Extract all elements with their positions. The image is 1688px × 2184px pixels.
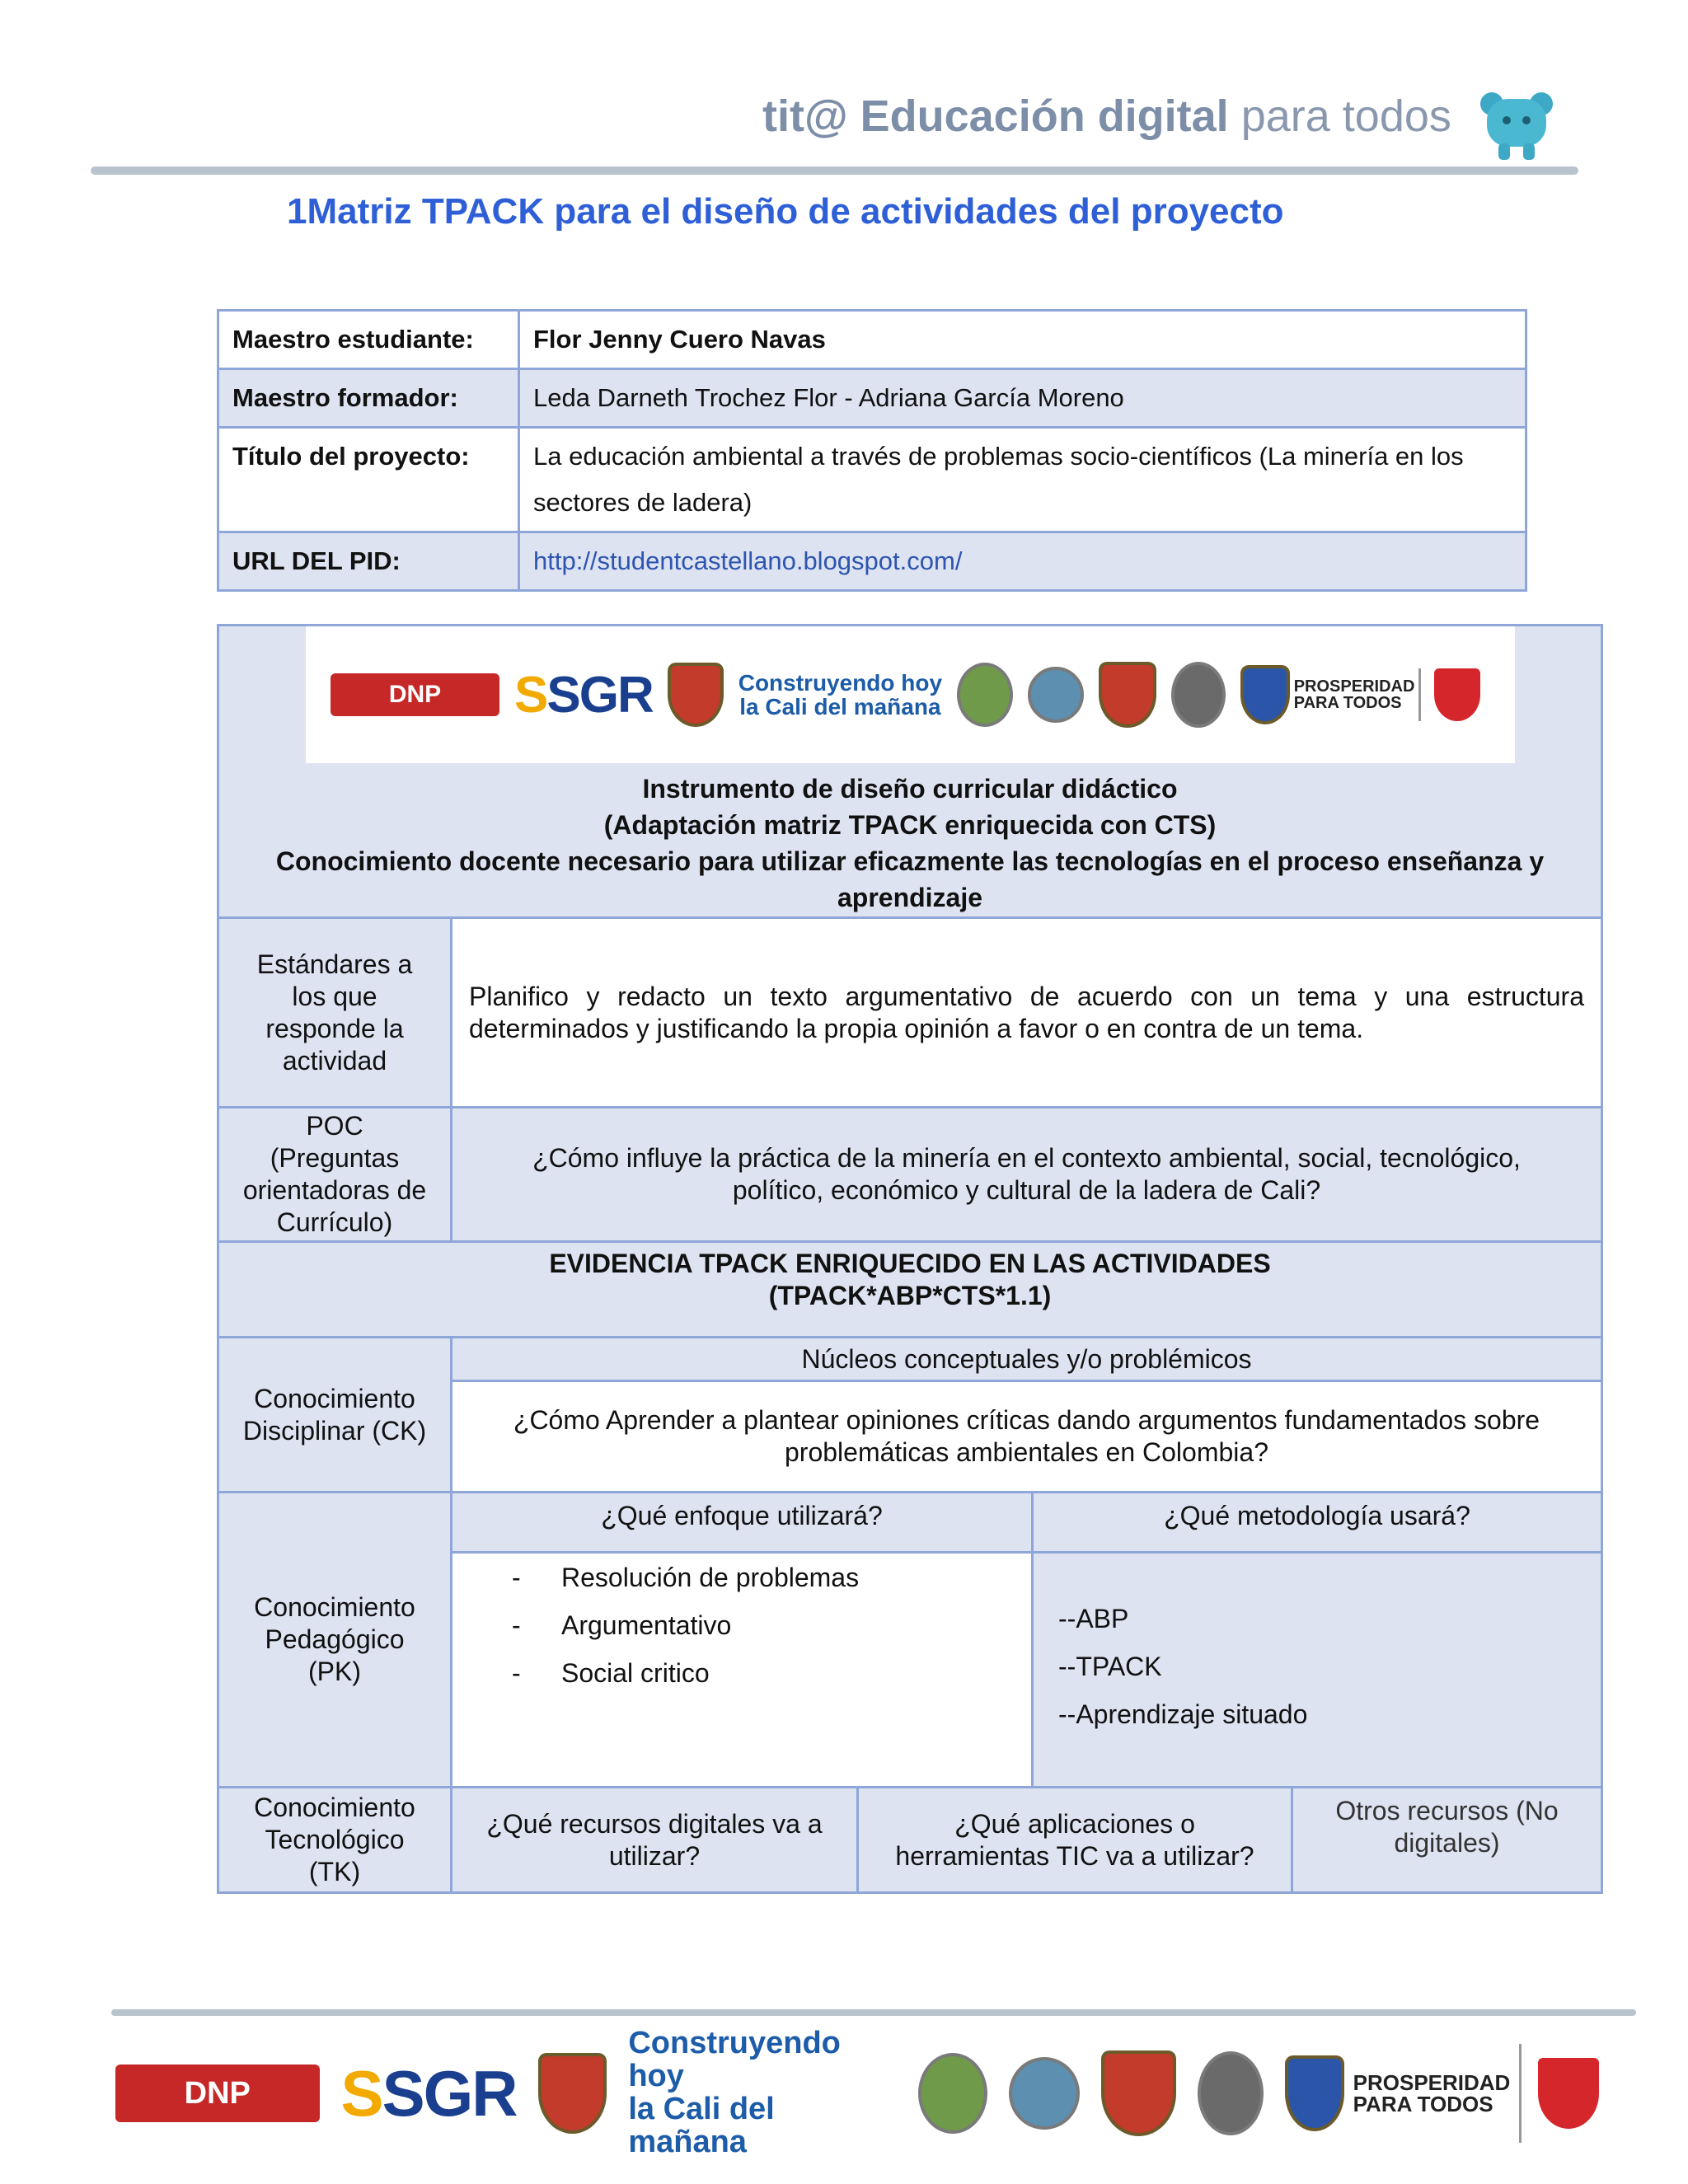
mascot-icon <box>1475 89 1558 163</box>
santiago-cali-seal <box>668 663 724 727</box>
cali-logo-line1: Construyendo hoy <box>738 669 943 696</box>
dnp-logo-text: DNP <box>388 681 442 708</box>
list-item: - -TPACK <box>1048 1643 1307 1690</box>
brand-bold: tit@ Educación digital <box>762 91 1229 141</box>
sgr-logo-text: SGR <box>382 2056 517 2130</box>
dnp-logo-text: DNP <box>184 2075 251 2111</box>
dnp-logo <box>331 673 499 716</box>
estandares-label: Estándares a los que responde la actividad <box>256 949 413 1076</box>
sgr-logo: S SGR <box>514 666 653 724</box>
poc-label-cell <box>217 1106 452 1243</box>
tk-label-cell <box>217 1786 452 1894</box>
brand-light: para todos <box>1240 91 1451 141</box>
footer-rule <box>111 2009 1636 2016</box>
evidencia-line-2: (TPACK*ABP*CTS*1.1) <box>768 1281 1052 1310</box>
prosperidad-logo <box>1293 677 1415 712</box>
enfoque-list <box>502 1554 859 1697</box>
univalle-shield-icon <box>1538 2058 1599 2129</box>
ck-label: Conocimiento Disciplinar (CK) <box>242 1383 427 1446</box>
santiago-cali-seal <box>538 2053 607 2134</box>
page-title: 1Matriz TPACK para el diseño de actividades del proyecto <box>287 191 1284 232</box>
instrument-line-2: (Adaptación matriz TPACK enriquecida con CTS) <box>603 810 1217 840</box>
header-rule <box>91 166 1578 175</box>
municipal-shield <box>1101 2050 1176 2136</box>
yumbo-shield <box>1285 2055 1344 2131</box>
valle-seal <box>957 663 1013 727</box>
info-value: La educación ambiental a través de problemas socio-científicos (La minería en los sectores de ladera) <box>519 428 1526 532</box>
eagle-seal <box>1171 662 1226 728</box>
poc-label-1: POC <box>306 1111 363 1141</box>
prosperidad-logo <box>1353 2070 1511 2116</box>
metodologia-list-cell <box>1031 1551 1603 1788</box>
poc-label-2: (Preguntas orientadoras de Currículo) <box>242 1143 427 1237</box>
info-row <box>218 428 1526 532</box>
pid-url-link[interactable]: http://studentcastellano.blogspot.com/ <box>519 532 1526 591</box>
footer-logos <box>115 2026 1599 2159</box>
enfoque-question: ¿Qué enfoque utilizará? <box>601 1501 883 1530</box>
municipal-shield <box>1099 662 1156 728</box>
univalle-logo <box>1519 2044 1599 2143</box>
list-item: - Social critico <box>502 1649 859 1697</box>
metodologia-question: ¿Qué metodología usará? <box>1164 1501 1470 1530</box>
otros-question: Otros recursos (No digitales) <box>1335 1796 1559 1858</box>
info-key: Maestro formador: <box>218 369 519 428</box>
ck-label-cell <box>217 1336 452 1493</box>
aplicaciones-question-cell <box>856 1786 1293 1894</box>
dnp-logo <box>115 2064 320 2122</box>
ck-text: ¿Cómo Aprender a plantear opiniones críticas dando argumentos fundamentados sobre problemáticas ambientales en Colombia? <box>513 1405 1540 1467</box>
sgr-logo: S SGR <box>340 2056 517 2130</box>
info-value: Flor Jenny Cuero Navas <box>519 311 1526 369</box>
info-value: Leda Darneth Trochez Flor - Adriana García Moreno <box>519 369 1526 428</box>
enfoque-list-cell <box>450 1551 1034 1788</box>
list-item: - Resolución de problemas <box>502 1554 859 1601</box>
info-key: URL DEL PID: <box>218 532 519 591</box>
project-info-table <box>217 309 1527 592</box>
cali-logo-line2: la Cali del mañana <box>739 694 941 719</box>
estandares-text: Planifico y redacto un texto argumentativo de acuerdo con un tema y una estructura determinados y justificando la propia opinión a favor o en contra de un tema. <box>469 981 1584 1043</box>
cali-logo <box>628 2027 897 2159</box>
prosperidad-text: PROSPERIDAD PARA TODOS <box>1293 677 1415 712</box>
list-item: - -ABP <box>1048 1595 1307 1643</box>
recursos-question: ¿Qué recursos digitales va a utilizar? <box>486 1808 823 1871</box>
univalle-logo <box>1418 668 1480 721</box>
sgr-logo-text: SGR <box>546 666 653 724</box>
list-item: - -Aprendizaje situado <box>1048 1690 1307 1738</box>
evidencia-heading-cell <box>217 1240 1603 1338</box>
pk-label: Conocimiento Pedagógico (PK) <box>254 1592 415 1686</box>
eagle-seal <box>1198 2051 1264 2135</box>
estandares-text-cell <box>450 916 1603 1108</box>
enfoque-question-cell <box>450 1491 1034 1554</box>
list-item: - Argumentativo <box>502 1601 859 1649</box>
recursos-question-cell <box>450 1786 859 1894</box>
estandares-label-cell <box>217 916 452 1108</box>
tk-label: Conocimiento Tecnológico (TK) <box>254 1793 415 1886</box>
cali-logo <box>738 671 942 719</box>
info-row <box>218 532 1526 591</box>
pk-label-cell <box>217 1491 452 1788</box>
instrument-line-3: Conocimiento docente necesario para utilizar eficazmente las tecnologías en el proceso enseñanza y aprendizaje <box>275 846 1545 912</box>
metodologia-question-cell <box>1031 1491 1603 1554</box>
instrument-line-1: Instrumento de diseño curricular didáctico <box>642 774 1178 804</box>
info-key: Maestro estudiante: <box>218 311 519 369</box>
nucleos-cell <box>450 1336 1603 1382</box>
poc-text-cell <box>450 1106 1603 1243</box>
info-row <box>218 369 1526 428</box>
poc-text: ¿Cómo influye la práctica de la minería en el contexto ambiental, social, tecnológico, político, económico y cultural de la ladera de Cali? <box>532 1143 1521 1205</box>
dagua-seal <box>1009 2057 1080 2130</box>
nucleos-label: Núcleos conceptuales y/o problémicos <box>801 1343 1252 1374</box>
brand-wordmark <box>762 91 1451 142</box>
dagua-seal <box>1028 667 1084 723</box>
cali-logo-line2: la Cali del mañana <box>628 2092 775 2159</box>
ck-text-cell <box>450 1380 1603 1493</box>
info-key: Título del proyecto: <box>218 428 519 532</box>
valle-seal <box>918 2053 987 2134</box>
yumbo-shield <box>1240 665 1290 724</box>
tpack-matrix <box>217 624 1603 1889</box>
info-row <box>218 311 1526 369</box>
evidencia-line-1: EVIDENCIA TPACK ENRIQUECIDO EN LAS ACTIVIDADES <box>549 1249 1271 1278</box>
otros-question-cell <box>1291 1786 1603 1894</box>
cali-logo-line1: Construyendo hoy <box>628 2026 841 2094</box>
prosperidad-text: PROSPERIDAD PARA TODOS <box>1353 2070 1511 2116</box>
univalle-shield-icon <box>1434 668 1480 721</box>
instrument-heading <box>219 771 1601 916</box>
metodologia-list <box>1048 1595 1307 1738</box>
logo-banner <box>306 626 1515 763</box>
aplicaciones-question: ¿Qué aplicaciones o herramientas TIC va a utilizar? <box>895 1808 1254 1871</box>
